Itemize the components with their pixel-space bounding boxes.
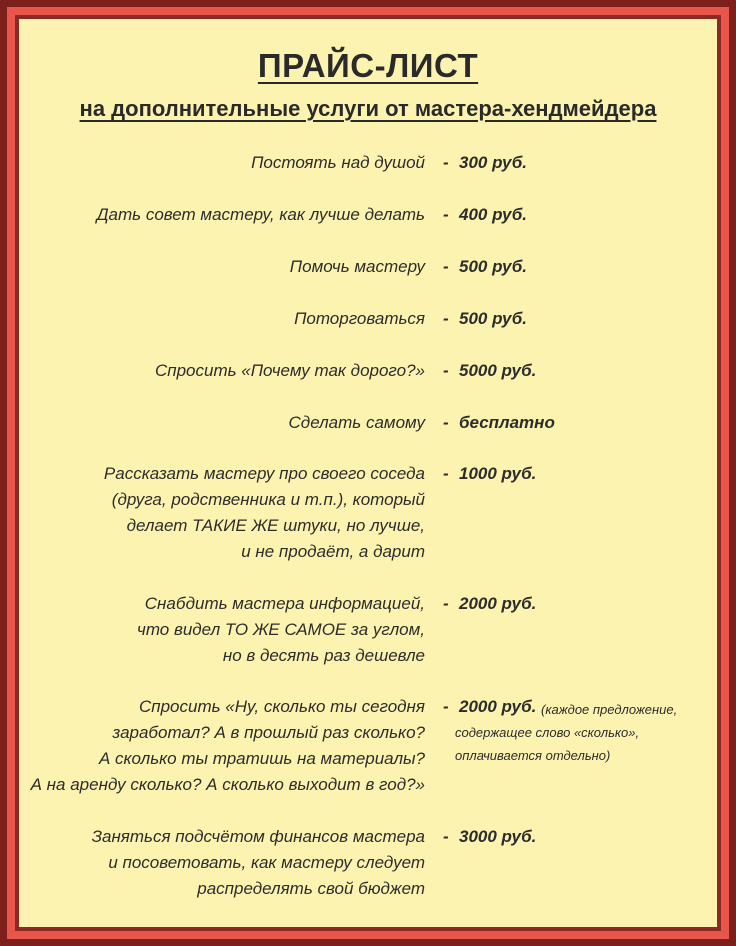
page-title: ПРАЙС-ЛИСТ [257,47,479,84]
price-note: (каждое предложение, [541,702,678,717]
service-label: Спросить «Ну, сколько ты сегодня заработал? А в прошлый раз сколько? А сколько ты тратишь на материалы? А на аренду сколько? А сколько выходит в год?» [30,697,425,794]
price-dash: - [443,697,449,716]
price-value: 1000 руб. [459,464,537,483]
service-label: Заняться подсчётом финансов мастера и посоветовать, как мастеру следует распределять свой бюджет [91,827,425,898]
price-value: 500 руб. [459,309,527,328]
price-dash: - [443,594,449,613]
price-dash: - [443,361,449,380]
price-value: 300 руб. [459,153,527,172]
service-label: Рассказать мастеру про своего соседа (друга, родственника и т.п.), который делает ТАКИЕ ЖЕ штуки, но лучше, и не продаёт, а дарит [103,464,425,561]
service-label: Дать совет мастеру, как лучше делать [96,205,425,224]
price-dash: - [443,464,449,483]
price-dash: - [443,827,449,846]
price-note: оплачивается отдельно) [455,748,611,763]
page-subtitle: на дополнительные услуги от мастера-хендмейдера [79,96,657,121]
price-note: содержащее слово «сколько», [455,725,640,740]
service-label: Постоять над душой [251,153,425,172]
price-dash: - [443,153,449,172]
price-value: бесплатно [459,413,555,432]
price-value: 400 руб. [459,205,527,224]
price-dash: - [443,413,449,432]
service-label: Спросить «Почему так дорого?» [154,361,425,380]
service-label: Снабдить мастера информацией, что видел ТО ЖЕ САМОЕ за углом, но в десять раз дешевле [137,594,425,665]
price-value: 5000 руб. [459,361,537,380]
price-value: 3000 руб. [459,827,537,846]
price-value: 2000 руб. [459,697,537,716]
price-value: 500 руб. [459,257,527,276]
price-value: 2000 руб. [459,594,537,613]
price-dash: - [443,309,449,328]
price-dash: - [443,205,449,224]
service-label: Помочь мастеру [289,257,425,276]
service-label: Сделать самому [288,413,425,432]
service-label: Поторговаться [294,309,425,328]
price-dash: - [443,257,449,276]
